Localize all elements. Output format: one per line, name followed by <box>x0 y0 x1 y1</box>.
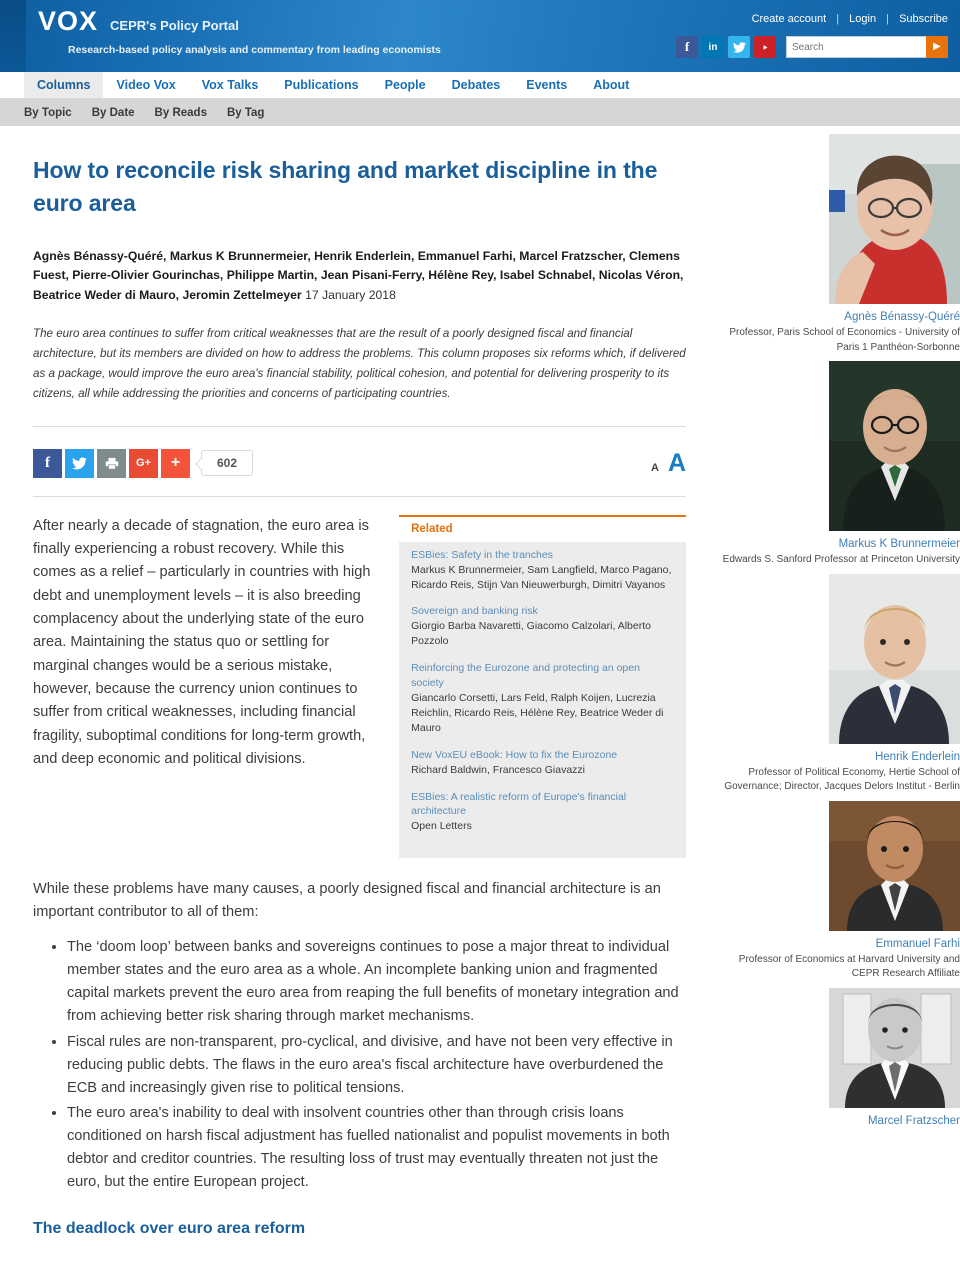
author-photo-frame <box>829 574 960 744</box>
author-photo-frame <box>829 988 960 1108</box>
avatar <box>829 988 960 1108</box>
author-affiliation: Professor of Political Economy, Hertie School of Governance; Director, Jacques Delors Institut - Berlin <box>724 766 960 793</box>
avatar <box>829 361 960 531</box>
list-item: • Fiscal rules are non-transparent, pro-cyclical, and divisive, and have not been very effective in reducing public debts. The flaws in the euro area's fiscal architecture have overburdened the ECB and increasingly given rise to political tensions. <box>67 1031 686 1100</box>
author-card <box>710 988 960 1129</box>
addthis-share-button[interactable]: + <box>161 449 190 478</box>
site-logo[interactable] <box>38 6 239 37</box>
author-photo-frame <box>829 801 960 931</box>
author-card <box>710 801 960 982</box>
nav-item-people[interactable]: People <box>384 78 426 92</box>
author-name[interactable]: Emmanuel Farhi <box>875 937 960 950</box>
twitter-icon[interactable] <box>728 36 750 58</box>
decrease-font-button[interactable]: A <box>650 461 659 474</box>
search-form <box>786 36 948 58</box>
author-affiliation: Edwards S. Sanford Professor at Princeton University <box>722 554 960 566</box>
related-link[interactable]: ESBies: Safety in the tranches <box>411 548 553 561</box>
author-name[interactable]: Marcel Fratzscher <box>867 1114 960 1127</box>
increase-font-button[interactable]: A <box>667 448 686 477</box>
subscribe-link[interactable]: Subscribe <box>899 13 948 25</box>
related-list <box>399 542 686 859</box>
link-separator: | <box>836 13 840 25</box>
related-box <box>399 515 686 859</box>
youtube-icon[interactable] <box>754 36 776 58</box>
author-photo-frame <box>829 361 960 531</box>
article-content <box>0 126 710 1238</box>
article-abstract: The euro area continues to suffer from critical weaknesses that are the result of a poorly designed fiscal and financial architecture, but its members are divided on how to address the problems. This column proposes six reforms which, if delivered as a package, would improve the euro area's financial stability, political cohesion, and potential for delivering prosperity to its citizens, all while addressing the priorities and concerns of participating countries. <box>33 324 686 427</box>
search-input[interactable] <box>786 36 926 58</box>
nav-item-vox-talks[interactable]: Vox Talks <box>201 78 259 92</box>
author-card <box>710 574 960 795</box>
author-affiliation: Professor of Economics at Harvard University and CEPR Research Affiliate <box>738 953 960 980</box>
page-title: How to reconcile risk sharing and market discipline in the euro area <box>33 157 658 217</box>
byline-authors: Agnès Bénassy-Quéré, Markus K Brunnermeier, Henrik Enderlein, Emmanuel Farhi, Marcel Fratzscher, Clemens Fuest, Pierre-Olivier Gourinchas, Philippe Martin, Jean Pisani-Ferry, Hélène Rey, Isabel Schnabel, Nicolas Véron, Beatrice Weder di Mauro, Jeromin Zettelmeyer <box>33 248 684 303</box>
subnav-item-by-topic[interactable]: By Topic <box>24 106 72 119</box>
body-paragraph: While these problems have many causes, a poorly designed fiscal and financial architecture is an important contributor to all of them: <box>33 881 661 921</box>
create-account-link[interactable]: Create account <box>751 13 827 25</box>
nav-item-publications[interactable]: Publications <box>284 78 359 92</box>
sub-navigation <box>0 99 960 126</box>
author-rail <box>710 126 960 1238</box>
list-item: • The ‘doom loop’ between banks and sovereigns continues to pose a major threat to individual member states and the euro area as a whole. An incomplete banking union and fragmented capital markets prevent the euro area from reaping the full benefits of monetary integration and from achieving better risk sharing through market mechanisms. <box>67 936 686 1028</box>
nav-item-events[interactable]: Events <box>526 78 568 92</box>
section-heading: The deadlock over euro area reform <box>33 1219 306 1237</box>
share-bar <box>33 449 686 497</box>
linkedin-icon[interactable]: in <box>702 36 724 58</box>
subnav-item-by-reads[interactable]: By Reads <box>154 106 207 119</box>
related-heading: Related <box>399 517 686 542</box>
site-tagline: Research-based policy analysis and commentary from leading economists <box>68 44 441 56</box>
header-tools <box>676 36 948 58</box>
avatar <box>829 574 960 744</box>
login-link[interactable]: Login <box>849 13 877 25</box>
page-body <box>0 126 960 1238</box>
account-links <box>752 13 948 25</box>
related-link[interactable]: Reinforcing the Eurozone and protecting an open society <box>411 662 640 690</box>
portal-subtitle: CEPR's Policy Portal <box>110 18 239 33</box>
related-authors: Richard Baldwin, Francesco Giavazzi <box>411 763 586 776</box>
related-item <box>411 748 674 778</box>
nav-item-columns[interactable]: Columns <box>24 72 103 98</box>
related-authors: Giancarlo Corsetti, Lars Feld, Ralph Koijen, Lucrezia Reichlin, Ricardo Reis, Hélène Rey, Beatrice Weder di Mauro <box>411 691 664 734</box>
lead-and-related <box>33 515 686 859</box>
related-link[interactable]: Sovereign and banking risk <box>411 605 538 618</box>
issues-list <box>33 936 686 1194</box>
nav-item-about[interactable]: About <box>593 78 630 92</box>
subnav-item-by-date[interactable]: By Date <box>91 106 135 119</box>
share-count: 602 <box>201 450 253 476</box>
article-byline <box>33 247 686 306</box>
nav-item-video-vox[interactable]: Video Vox <box>116 78 176 92</box>
link-separator: | <box>886 13 890 25</box>
print-button[interactable] <box>97 449 126 478</box>
lead-paragraph: After nearly a decade of stagnation, the euro area is finally experiencing a robust recovery. While this comes as a relief – particularly in countries with high debt and unemployment levels – it is also breeding complacency about the underlying state of the euro area. Maintaining the status quo or settling for marginal changes would be a serious mistake, however, because the currency union continues to suffer from critical weaknesses, including financial fragility, suboptimal conditions for long-term growth, and deep economic and political divisions. <box>33 517 371 768</box>
site-header <box>0 0 960 72</box>
author-card <box>710 361 960 568</box>
author-affiliation: Professor, Paris School of Economics - University of Paris 1 Panthéon-Sorbonne <box>729 327 960 353</box>
author-card <box>710 134 960 355</box>
main-navigation <box>0 72 960 99</box>
author-name[interactable]: Markus K Brunnermeier <box>838 538 960 551</box>
related-item <box>411 604 674 649</box>
related-item <box>411 790 674 835</box>
related-authors: Open Letters <box>411 820 472 833</box>
vox-wordmark: VOX <box>38 6 99 36</box>
search-submit-button[interactable]: ▶ <box>926 36 948 58</box>
publication-date: 17 January 2018 <box>305 288 396 303</box>
subnav-item-by-tag[interactable]: By Tag <box>226 106 265 119</box>
twitter-share-button[interactable] <box>65 449 94 478</box>
googleplus-share-button[interactable]: G+ <box>129 449 158 478</box>
nav-item-debates[interactable]: Debates <box>451 78 501 92</box>
related-authors: Giorgio Barba Navaretti, Giacomo Calzolari, Alberto Pozzolo <box>411 620 651 648</box>
avatar <box>829 801 960 931</box>
list-item: • The euro area's inability to deal with insolvent countries other than through crisis loans conditioned on harsh fiscal adjustment has fuelled nationalist and populist movements in both debtor and creditor countries. The resulting loss of trust may eventually threaten not just the euro, but the entire European project. <box>67 1102 686 1194</box>
related-item <box>411 548 674 593</box>
font-size-controls <box>651 449 686 478</box>
avatar <box>829 134 960 304</box>
facebook-share-button[interactable]: f <box>33 449 62 478</box>
author-photo-frame <box>829 134 960 304</box>
related-link[interactable]: New VoxEU eBook: How to fix the Eurozone <box>411 748 618 761</box>
related-authors: Markus K Brunnermeier, Sam Langfield, Marco Pagano, Ricardo Reis, Stijn Van Nieuwerburgh, Dimitri Vayanos <box>411 563 672 591</box>
author-name[interactable]: Agnès Bénassy-Quéré <box>844 311 960 323</box>
author-name[interactable]: Henrik Enderlein <box>874 750 960 763</box>
facebook-icon[interactable]: f <box>676 36 698 58</box>
related-item <box>411 661 674 736</box>
related-link[interactable]: ESBies: A realistic reform of Europe's financial architecture <box>411 790 627 818</box>
